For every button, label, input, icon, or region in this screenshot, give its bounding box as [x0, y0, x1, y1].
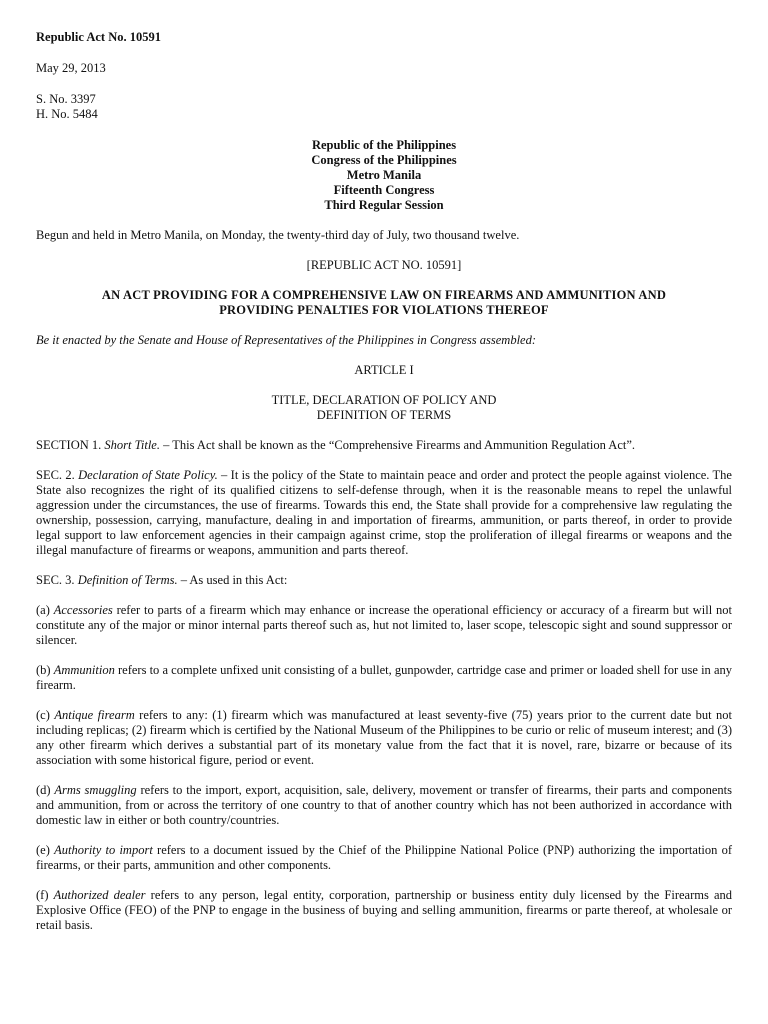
- article-title-line: DEFINITION OF TERMS: [316, 408, 452, 422]
- definition-label: (f): [36, 888, 54, 902]
- section-2-heading: Declaration of State Policy.: [78, 468, 218, 482]
- definition-term: Authorized dealer: [53, 888, 146, 902]
- house-bill-number: H. No. 5484: [36, 107, 98, 121]
- heading-line: Republic of the Philippines: [311, 138, 457, 152]
- section-1-heading: Short Title.: [104, 438, 160, 452]
- definition-term: Ammunition: [53, 663, 115, 677]
- section-2-prefix: SEC. 2.: [36, 468, 79, 482]
- section-3-prefix: SEC. 3.: [36, 573, 78, 587]
- definition-label: (d): [36, 783, 55, 797]
- definition-e: [36, 843, 732, 873]
- definition-text: refers to any person, legal entity, corporation, partnership or business entity duly licensed by the Firearms and Explosive Office (FEO) of the PNP to engage in the business of buying and selling ammunition, firearms or parte thereof, at wholesale or retail basis.: [36, 888, 733, 932]
- section-1: [36, 438, 732, 453]
- heading-line: Congress of the Philippines: [311, 153, 457, 167]
- definition-f: [36, 888, 732, 933]
- definition-label: (b): [36, 663, 54, 677]
- article-title: [36, 393, 732, 423]
- definition-text: refers to a complete unfixed unit consisting of a bullet, gunpowder, cartridge case and primer or loaded shell for use in any firearm.: [36, 663, 732, 692]
- act-date: May 29, 2013: [36, 61, 106, 75]
- section-1-text: – This Act shall be known as the “Comprehensive Firearms and Ammunition Regulation Act”.: [159, 438, 636, 452]
- definition-label: (c): [36, 708, 55, 722]
- congress-heading: [36, 138, 732, 213]
- definition-text: refer to parts of a firearm which may enhance or increase the operational efficiency or accuracy of a firearm but will not constitute any of the major or minor internal parts thereof such as, hut not limited to, laser scope, telescopic sight and sound suppressor or silencer.: [36, 603, 732, 647]
- act-title: [36, 288, 732, 318]
- definition-text: refers to the import, export, acquisition, sale, delivery, movement or transfer of firearms, their parts and components and ammunition, from or across the territory of one country to that of another country which has not been authorized in accordance with domestic law in either or both country/countries.: [36, 783, 733, 827]
- definition-c: [36, 708, 732, 768]
- act-title-line: PROVIDING PENALTIES FOR VIOLATIONS THEREOF: [219, 303, 549, 317]
- section-3: [36, 573, 732, 588]
- begun-statement: Begun and held in Metro Manila, on Monday, the twenty-third day of July, two thousand twelve.: [36, 228, 520, 242]
- definition-term: Antique firearm: [54, 708, 135, 722]
- section-3-text: – As used in this Act:: [177, 573, 288, 587]
- definition-term: Arms smuggling: [54, 783, 137, 797]
- article-title-line: TITLE, DECLARATION OF POLICY AND: [271, 393, 497, 407]
- enacting-clause: Be it enacted by the Senate and House of Representatives of the Philippines in Congress assembled:: [36, 333, 537, 347]
- definition-d: [36, 783, 732, 828]
- definition-a: [36, 603, 732, 648]
- definition-label: (a): [36, 603, 54, 617]
- heading-line: Metro Manila: [346, 168, 422, 182]
- definition-term: Accessories: [53, 603, 113, 617]
- act-number: Republic Act No. 10591: [36, 30, 161, 44]
- senate-bill-number: S. No. 3397: [36, 92, 96, 106]
- definition-text: refers to a document issued by the Chief of the Philippine National Police (PNP) authorizing the importation of firearms, or their parts, ammunition and other components.: [36, 843, 733, 872]
- section-2: [36, 468, 732, 558]
- definition-term: Authority to import: [54, 843, 153, 857]
- section-3-heading: Definition of Terms.: [77, 573, 178, 587]
- article-number: ARTICLE I: [354, 363, 414, 377]
- section-1-prefix: SECTION 1.: [36, 438, 105, 452]
- heading-line: Third Regular Session: [324, 198, 444, 212]
- republic-act-bracket: [REPUBLIC ACT NO. 10591]: [306, 258, 462, 272]
- definition-b: [36, 663, 732, 693]
- section-2-text: – It is the policy of the State to maintain peace and order and protect the people against violence. The State also recognizes the right of its qualified citizens to self-defense through, when it is the reasonable means to repel the unlawful aggression under the circumstances, the use of firearms. Towards this end, the State shall provide for a comprehensive law regulating the ownership, possession, carrying, manufacture, dealing in and importation of firearms, ammunition, or parts thereof, in order to provide legal support to law enforcement agencies in their campaign against crime, stop the proliferation of illegal firearms or weapons and the illegal manufacture of firearms or weapons, ammunition and parts thereof.: [36, 468, 732, 557]
- definition-text: refers to any: (1) firearm which was manufactured at least seventy-five (75) years prior to the current date but not including replicas; (2) firearm which is certified by the National Museum of the Philippines to be curio or relic of museum interest; and (3) any other firearm which derives a substantial part of its monetary value from the fact that it is novel, rare, bizarre or because of its association with some historical figure, period or event.: [36, 708, 733, 767]
- heading-line: Fifteenth Congress: [333, 183, 435, 197]
- act-title-line: AN ACT PROVIDING FOR A COMPREHENSIVE LAW ON FIREARMS AND AMMUNITION AND: [101, 288, 667, 302]
- definition-label: (e): [36, 843, 55, 857]
